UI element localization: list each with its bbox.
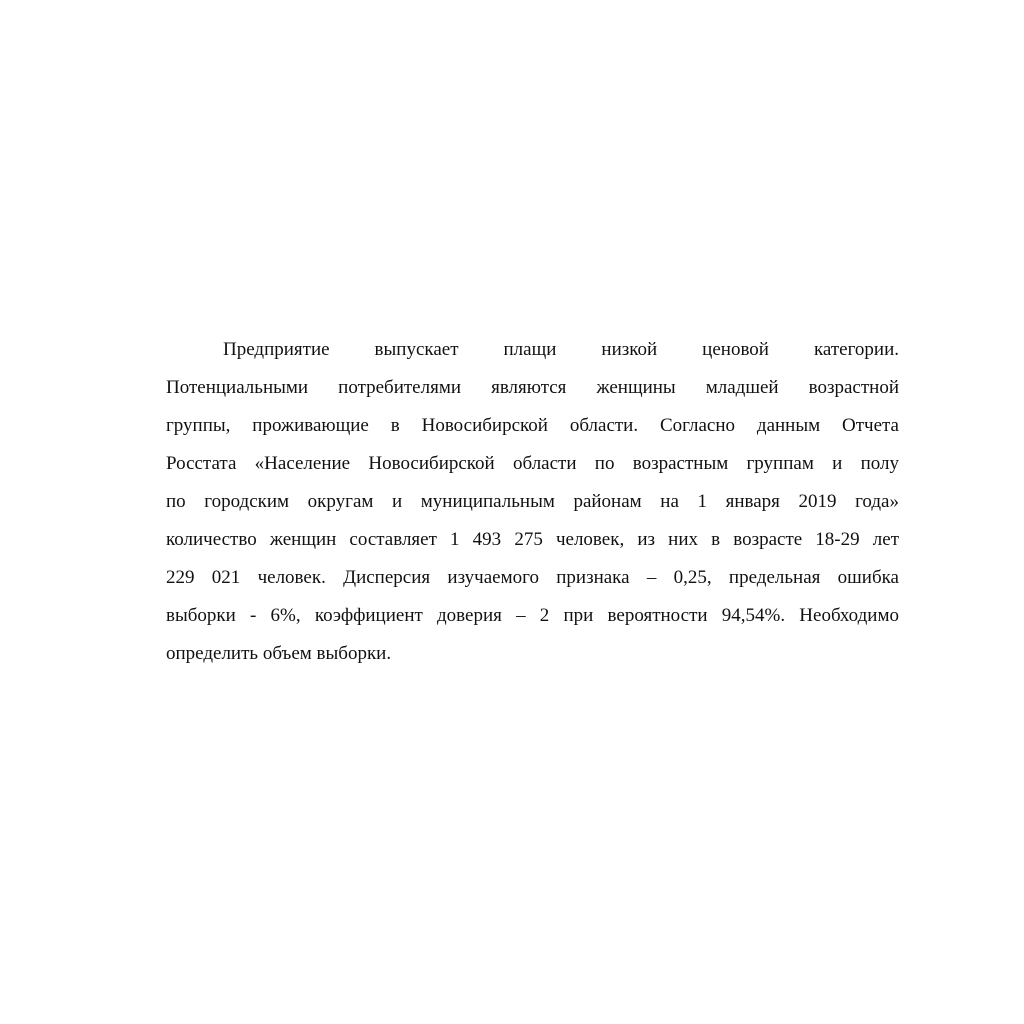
paragraph-line: определить объем выборки. xyxy=(166,643,392,664)
paragraph-line: Росстата «Население Новосибирской области по возрастным группам и полу xyxy=(166,453,899,474)
paragraph-line: 229 021 человек. Дисперсия изучаемого признака – 0,25, предельная ошибка xyxy=(166,567,899,588)
paragraph-line: Предприятие выпускает плащи низкой ценовой категории. xyxy=(223,339,899,360)
paragraph-line: группы, проживающие в Новосибирской области. Согласно данным Отчета xyxy=(166,415,899,436)
paragraph-line: количество женщин составляет 1 493 275 человек, из них в возрасте 18-29 лет xyxy=(166,529,899,550)
paragraph-line: по городским округам и муниципальным районам на 1 января 2019 года» xyxy=(166,491,899,512)
paragraph-line: выборки - 6%, коэффициент доверия – 2 при вероятности 94,54%. Необходимо xyxy=(166,605,899,626)
paragraph-line: Потенциальными потребителями являются женщины младшей возрастной xyxy=(166,377,899,398)
task-paragraph xyxy=(166,336,899,678)
